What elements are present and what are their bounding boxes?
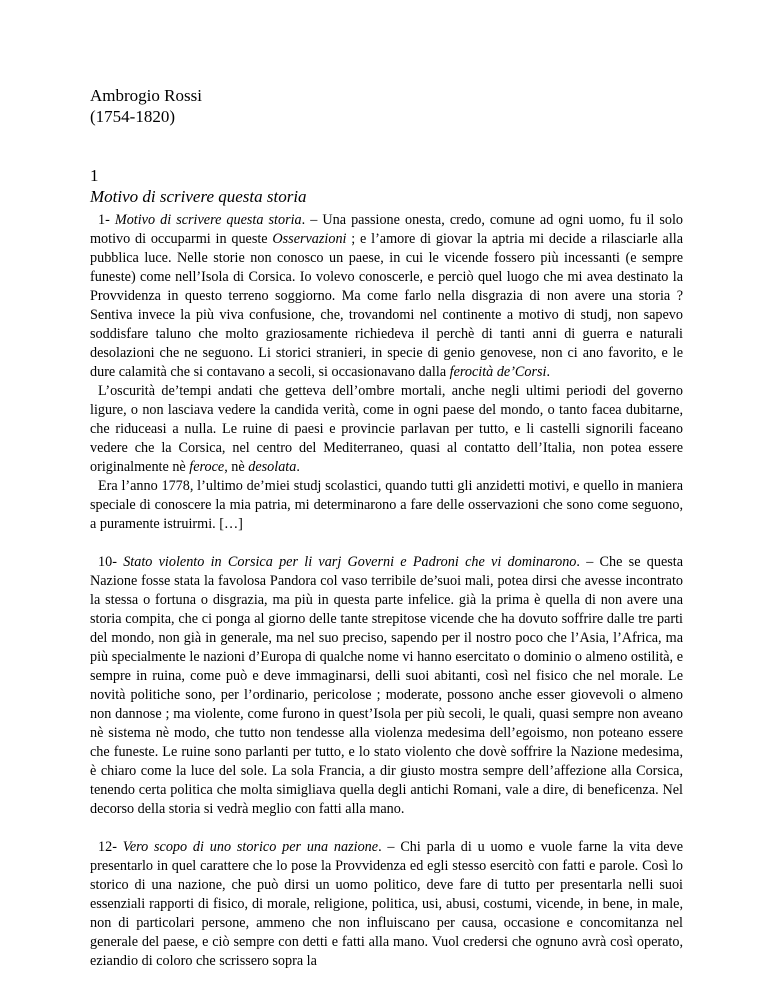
paragraph-number: 1-: [98, 212, 115, 228]
paragraph-2: [90, 382, 683, 477]
paragraph-4: [90, 553, 683, 819]
chapter-heading: [90, 165, 307, 207]
paragraph-text: . – Una passione onesta, credo, comune ad ogni uomo, fu il solo motivo di occuparmi in queste: [90, 212, 683, 247]
paragraph-3: [90, 477, 683, 534]
paragraph-5: [90, 838, 683, 971]
paragraph-text: , nè: [224, 459, 249, 475]
author-block: [90, 85, 202, 127]
section-heading: Vero scopo di uno storico per una nazione: [122, 839, 379, 855]
paragraph-text: . – Chi parla di u uomo e vuole farne la vita deve presentarlo in quel carattere che lo pose la Provvidenza ed egli stesso esercitò con fatti e parole. Così lo storico di una nazione, che può dirsi un uomo politico, deve fare di tutto per presentarla nelli suoi essenziali rapporti di fisico, di morale, religione, politica, usi, abusi, costumi, vicende, in bene, in male, non di particolari persone, ammeno che non influiscano per causa, occasione e concomitanza nel generale del paese, e ciò sempre con detti e fatti alla mano. Vuol credersi che ognuno avrà così operato, eziandio di coloro che scrissero sopra la: [90, 839, 683, 969]
paragraph-text: .: [296, 459, 300, 475]
emphasis-text: feroce: [189, 459, 225, 475]
paragraph-text: L’oscurità de’tempi andati che getteva dell’ombre mortali, anche negli ultimi periodi del governo ligure, o non lasciava vedere la candida verità, come in ogni paese del mondo, o tanto facea dubitarne, che riduceasi a nulla. Le ruine di paesi e provincie parlavan per tutto, e li castelli signorili faceano vedere che la Corsica, nel centro del Mediterraneo, quasi al contatto dell’Italia, non potea essere originalmente nè: [90, 383, 683, 475]
paragraph-number: 12-: [98, 839, 123, 855]
paragraph-text: Era l’anno 1778, l’ultimo de’miei studj scolastici, quando tutti gli anzidetti motivi, e quello in maniera speciale di conoscere la mia patria, mi determinarono a fare delle osservazioni che sono come seguono, a puramente istruirmi. […]: [90, 478, 683, 532]
chapter-number: 1: [90, 166, 99, 185]
chapter-title: Motivo di scrivere questa storia: [90, 187, 307, 206]
section-heading: Motivo di scrivere questa storia: [114, 212, 302, 228]
emphasis-text: desolata: [248, 459, 297, 475]
author-dates: (1754-1820): [90, 107, 175, 126]
emphasis-text: Osservazioni: [272, 231, 347, 247]
emphasis-text: ferocità de’Corsi: [449, 364, 547, 380]
paragraph-1: [90, 211, 683, 382]
paragraph-text: . – Che se questa Nazione fosse stata la favolosa Pandora col vaso terribile de’suoi mali, potea dirsi che avesse incontrato la stessa o fortuna o disgrazia, ma più in questa parte infelice. già la prima è quella di non avere una storia compita, che ci ponga al giorno delle tante strepitose vicende che ha dovuto soffrire dalle tre parti del mondo, non già in generale, ma nel suo preciso, sapendo per il nostro poco che l’Asia, l’Africa, ma più specialmente le nazioni d’Europa di qualche nome vi hanno esercitato o dominio o almeno ostilità, e sempre in ruina, come può e deve immaginarsi, delli suoi abitanti, così nel fisico che nel morale. Le novità politiche sono, per l’ordinario, pericolose ; moderate, possono anche esser giovevoli o almeno non dannose ; ma violente, come furono in quest’Isola per più secoli, le quali, quasi sempre non aveano nè sistema nè modo, che tutto non tendesse alla violenza medesima dell’egoismo, non poteano essere che funeste. Le ruine sono parlanti per tutto, e lo stato violento che dovè soffrire la Nazione medesima, è chiaro come la luce del sole. La sola Francia, a dir giusto mostra sempre dell’affezione alla Corsica, tenendo certa politica che molta simigliava quella degli antichi Romani, vale a dire, di beneficenza. Nel decorso della storia si vedrà meglio con fatti alla mano.: [90, 554, 684, 817]
paragraph-text: .: [546, 364, 551, 380]
author-name: Ambrogio Rossi: [90, 86, 202, 105]
document-body: [90, 211, 683, 971]
section-heading: Stato violento in Corsica per li varj Governi e Padroni che vi dominarono: [123, 554, 577, 570]
paragraph-text: ; e l’amore di giovar la aptria mi decide a rilasciarle alla pubblica luce. Nelle storie non conosco un paese, in cui le vicende fossero più incessanti (e sempre funeste) come nell’Isola di Corsica. Io volevo conoscerle, e perciò quel luogo che mi avea destinato la Provvidenza in questo terreno soggiorno. Ma come farlo nella disgrazia di non avere una storia ? Sentiva invece la più viva confusione, che, trovandomi nel continente a motivo di studj, non sapevo soddisfare taluno che molto graziosamente richiedeva il perchè di tanti anni di guerra e naturali desolazioni che ne seguono. Li storici stranieri, in specie di genio genovese, non ci ano favorito, e le dure calamità che si contavano a secoli, si occasionavano dalla: [90, 231, 683, 380]
paragraph-number: 10-: [98, 554, 124, 570]
